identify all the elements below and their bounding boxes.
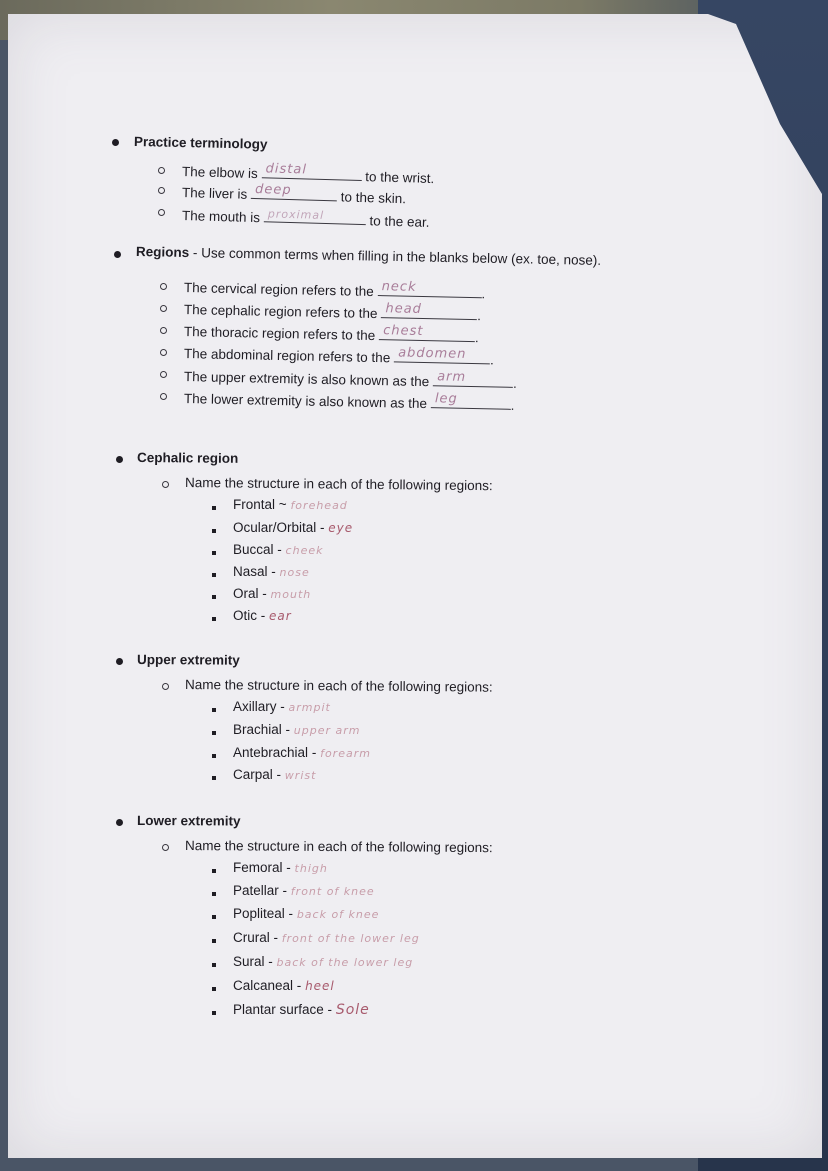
region-term-row: Ocular/Orbital - eye [233, 520, 354, 535]
region-term-row: Buccal - cheek [233, 542, 324, 557]
square-bullet-icon [212, 617, 216, 621]
handwritten-answer: head [385, 301, 423, 317]
handwritten-answer: ear [269, 609, 292, 623]
circle-bullet-icon [158, 187, 165, 194]
region-term-row: Frontal ~ forehead [233, 497, 348, 512]
region-term-row: Plantar surface - Sole [233, 1002, 370, 1018]
region-term-row: Oral - mouth [233, 586, 312, 601]
bullet-icon [116, 819, 123, 826]
circle-bullet-icon [160, 283, 167, 290]
section-heading-cephalic: Cephalic region [136, 450, 239, 466]
bullet-icon [116, 456, 123, 463]
section-instruction: Name the structure in each of the following regions: [184, 475, 493, 494]
regions-item: The thoracic region refers to the chest . [183, 323, 479, 346]
answer-blank [431, 393, 511, 410]
answer-blank [379, 325, 475, 342]
circle-bullet-icon [160, 327, 167, 334]
section-heading-regions: Regions - Use common terms when filling in the blanks below (ex. toe, nose). [135, 244, 602, 268]
square-bullet-icon [212, 754, 216, 758]
region-term-row: Femoral - thigh [233, 860, 328, 875]
region-term-row: Popliteal - back of knee [233, 906, 380, 921]
handwritten-answer: Sole [335, 1002, 370, 1018]
bullet-icon [114, 251, 121, 258]
circle-bullet-icon [158, 167, 165, 174]
regions-item: The cervical region refers to the neck . [183, 279, 486, 302]
practice-item: The elbow is distal to the wrist. [181, 161, 435, 187]
answer-blank [377, 281, 481, 298]
handwritten-answer: proximal [267, 207, 325, 222]
handwritten-answer: front of the lower leg [281, 932, 420, 945]
square-bullet-icon [212, 551, 216, 555]
handwritten-answer: chest [382, 323, 424, 340]
handwritten-answer: wrist [284, 769, 317, 782]
handwritten-answer: thigh [294, 862, 328, 875]
circle-bullet-icon [160, 349, 167, 356]
square-bullet-icon [212, 1011, 216, 1015]
square-bullet-icon [212, 776, 216, 780]
square-bullet-icon [212, 573, 216, 577]
handwritten-answer: upper arm [293, 724, 361, 737]
square-bullet-icon [212, 915, 216, 919]
regions-item: The lower extremity is also known as the leg . [183, 391, 515, 413]
handwritten-answer: eye [328, 521, 354, 535]
region-term-row: Axillary - armpit [233, 699, 331, 714]
region-term-row: Patellar - front of knee [233, 883, 375, 898]
bullet-icon [116, 658, 123, 665]
practice-item: The liver is deep to the skin. [181, 182, 407, 207]
handwritten-answer: armpit [288, 701, 331, 714]
handwritten-answer: back of the lower leg [276, 956, 414, 969]
handwritten-answer: mouth [270, 588, 312, 601]
answer-blank [264, 207, 366, 225]
region-term-row: Otic - ear [233, 608, 292, 623]
section-heading-upper: Upper extremity [136, 652, 240, 668]
circle-bullet-icon [162, 844, 169, 851]
region-term-row: Sural - back of the lower leg [233, 954, 414, 969]
square-bullet-icon [212, 506, 216, 510]
circle-bullet-icon [162, 683, 169, 690]
region-term-row: Nasal - nose [233, 564, 310, 579]
handwritten-answer: abdomen [398, 345, 467, 362]
handwritten-answer: heel [305, 979, 335, 993]
square-bullet-icon [212, 595, 216, 599]
square-bullet-icon [212, 963, 216, 967]
handwritten-answer: deep [254, 182, 292, 199]
section-heading-practice: Practice terminology [133, 134, 268, 152]
answer-blank [251, 184, 337, 201]
square-bullet-icon [212, 869, 216, 873]
answer-blank [433, 371, 513, 388]
circle-bullet-icon [160, 305, 167, 312]
region-term-row: Carpal - wrist [233, 767, 317, 782]
handwritten-answer: arm [437, 369, 467, 385]
region-term-row: Crural - front of the lower leg [233, 930, 420, 945]
region-term-row: Brachial - upper arm [233, 722, 361, 737]
section-heading-lower: Lower extremity [136, 813, 241, 829]
square-bullet-icon [212, 529, 216, 533]
answer-blank [261, 163, 361, 181]
handwritten-answer: forearm [320, 747, 371, 760]
handwritten-answer: nose [279, 566, 310, 579]
answer-blank [381, 303, 477, 320]
square-bullet-icon [212, 892, 216, 896]
section-instruction: Name the structure in each of the following regions: [184, 838, 493, 856]
answer-blank [394, 347, 490, 364]
regions-item: The abdominal region refers to the abdomen . [183, 345, 494, 368]
circle-bullet-icon [160, 393, 167, 400]
square-bullet-icon [212, 731, 216, 735]
regions-item: The upper extremity is also known as the arm . [183, 369, 517, 391]
handwritten-answer: front of knee [290, 885, 375, 898]
square-bullet-icon [212, 987, 216, 991]
circle-bullet-icon [160, 371, 167, 378]
handwritten-answer: distal [265, 161, 308, 178]
practice-item: The mouth is proximal to the ear. [181, 207, 430, 230]
circle-bullet-icon [158, 209, 165, 216]
circle-bullet-icon [162, 481, 169, 488]
square-bullet-icon [212, 708, 216, 712]
region-term-row: Antebrachial - forearm [233, 745, 371, 760]
square-bullet-icon [212, 939, 216, 943]
handwritten-answer: forehead [290, 499, 348, 512]
handwritten-answer: neck [381, 279, 417, 295]
handwritten-answer: cheek [285, 544, 324, 557]
section-instruction: Name the structure in each of the following regions: [184, 677, 493, 695]
region-term-row: Calcaneal - heel [233, 978, 335, 993]
handwritten-answer: back of knee [296, 908, 380, 921]
bullet-icon [112, 139, 119, 146]
regions-item: The cephalic region refers to the head . [183, 301, 482, 324]
handwritten-answer: leg [434, 391, 458, 407]
